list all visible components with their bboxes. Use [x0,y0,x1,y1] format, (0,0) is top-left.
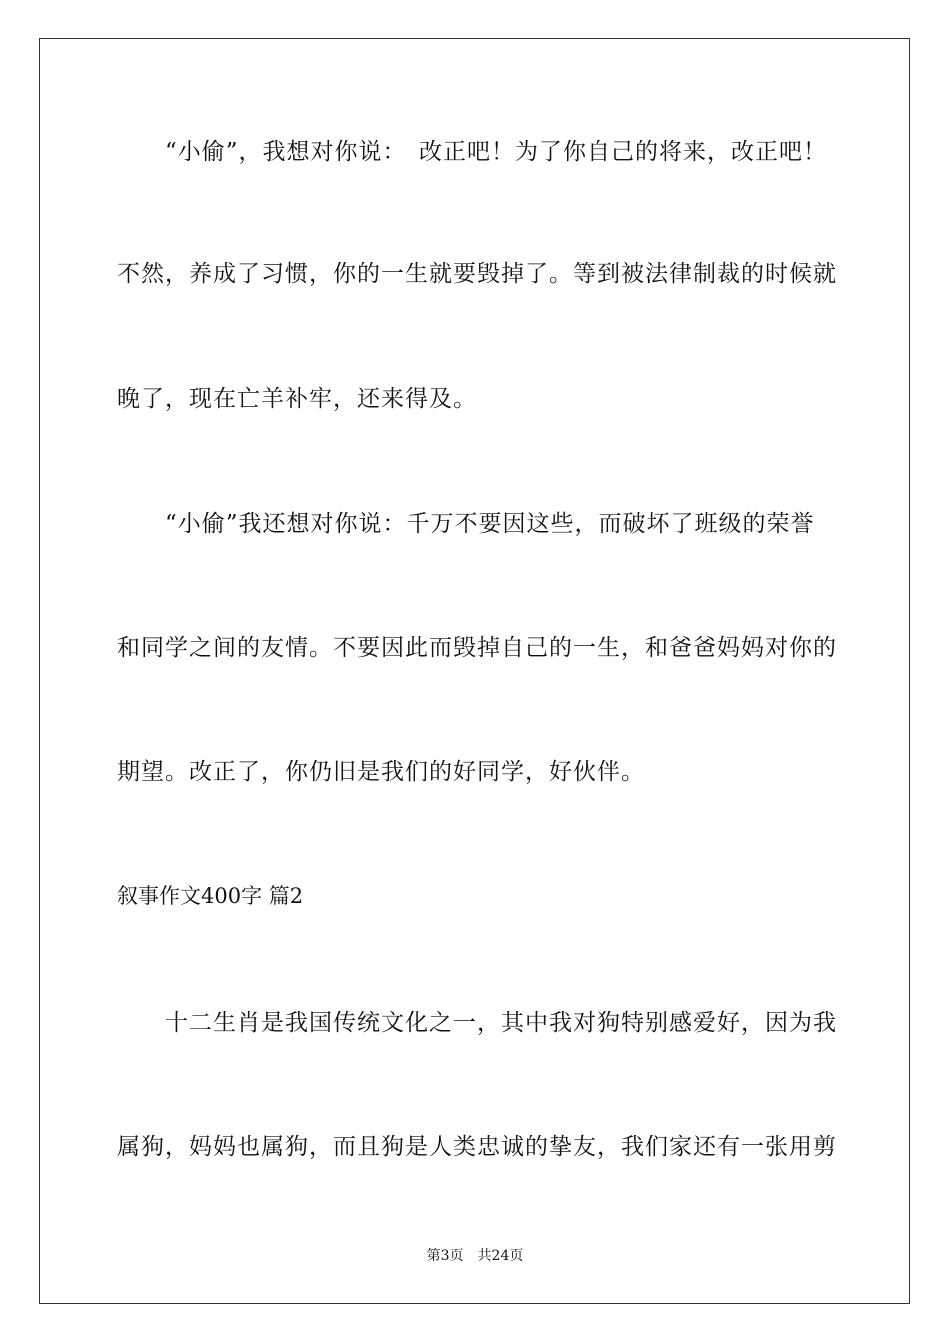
paragraph-line: 期望。改正了，你仍旧是我们的好同学，好伙伴。 [117,759,645,785]
paragraph-line: 不然，养成了习惯，你的一生就要毁掉了。等到被法律制裁的时候就 [117,261,837,287]
page-number: 第3页 共24页 [426,1248,524,1264]
paragraph-line: 和同学之间的友情。不要因此而毁掉自己的一生，和爸爸妈妈对你的 [117,635,837,661]
paragraph-line: 十二生肖是我国传统文化之一，其中我对狗特别感爱好，因为我 [117,1010,837,1036]
section-heading: 叙事作文400字 篇2 [117,884,304,908]
paragraph-line: “小偷”我还想对你说：千万不要因这些，而破坏了班级的荣誉 [117,511,815,537]
paragraph-line: “小偷”，我想对你说： 改正吧！为了你自己的将来，改正吧！ [117,139,828,165]
paragraph-line: 属狗，妈妈也属狗，而且狗是人类忠诚的挚友，我们家还有一张用剪 [117,1134,837,1160]
paragraph-line: 晚了，现在亡羊补牢，还来得及。 [117,386,477,412]
page-border [39,38,910,1304]
